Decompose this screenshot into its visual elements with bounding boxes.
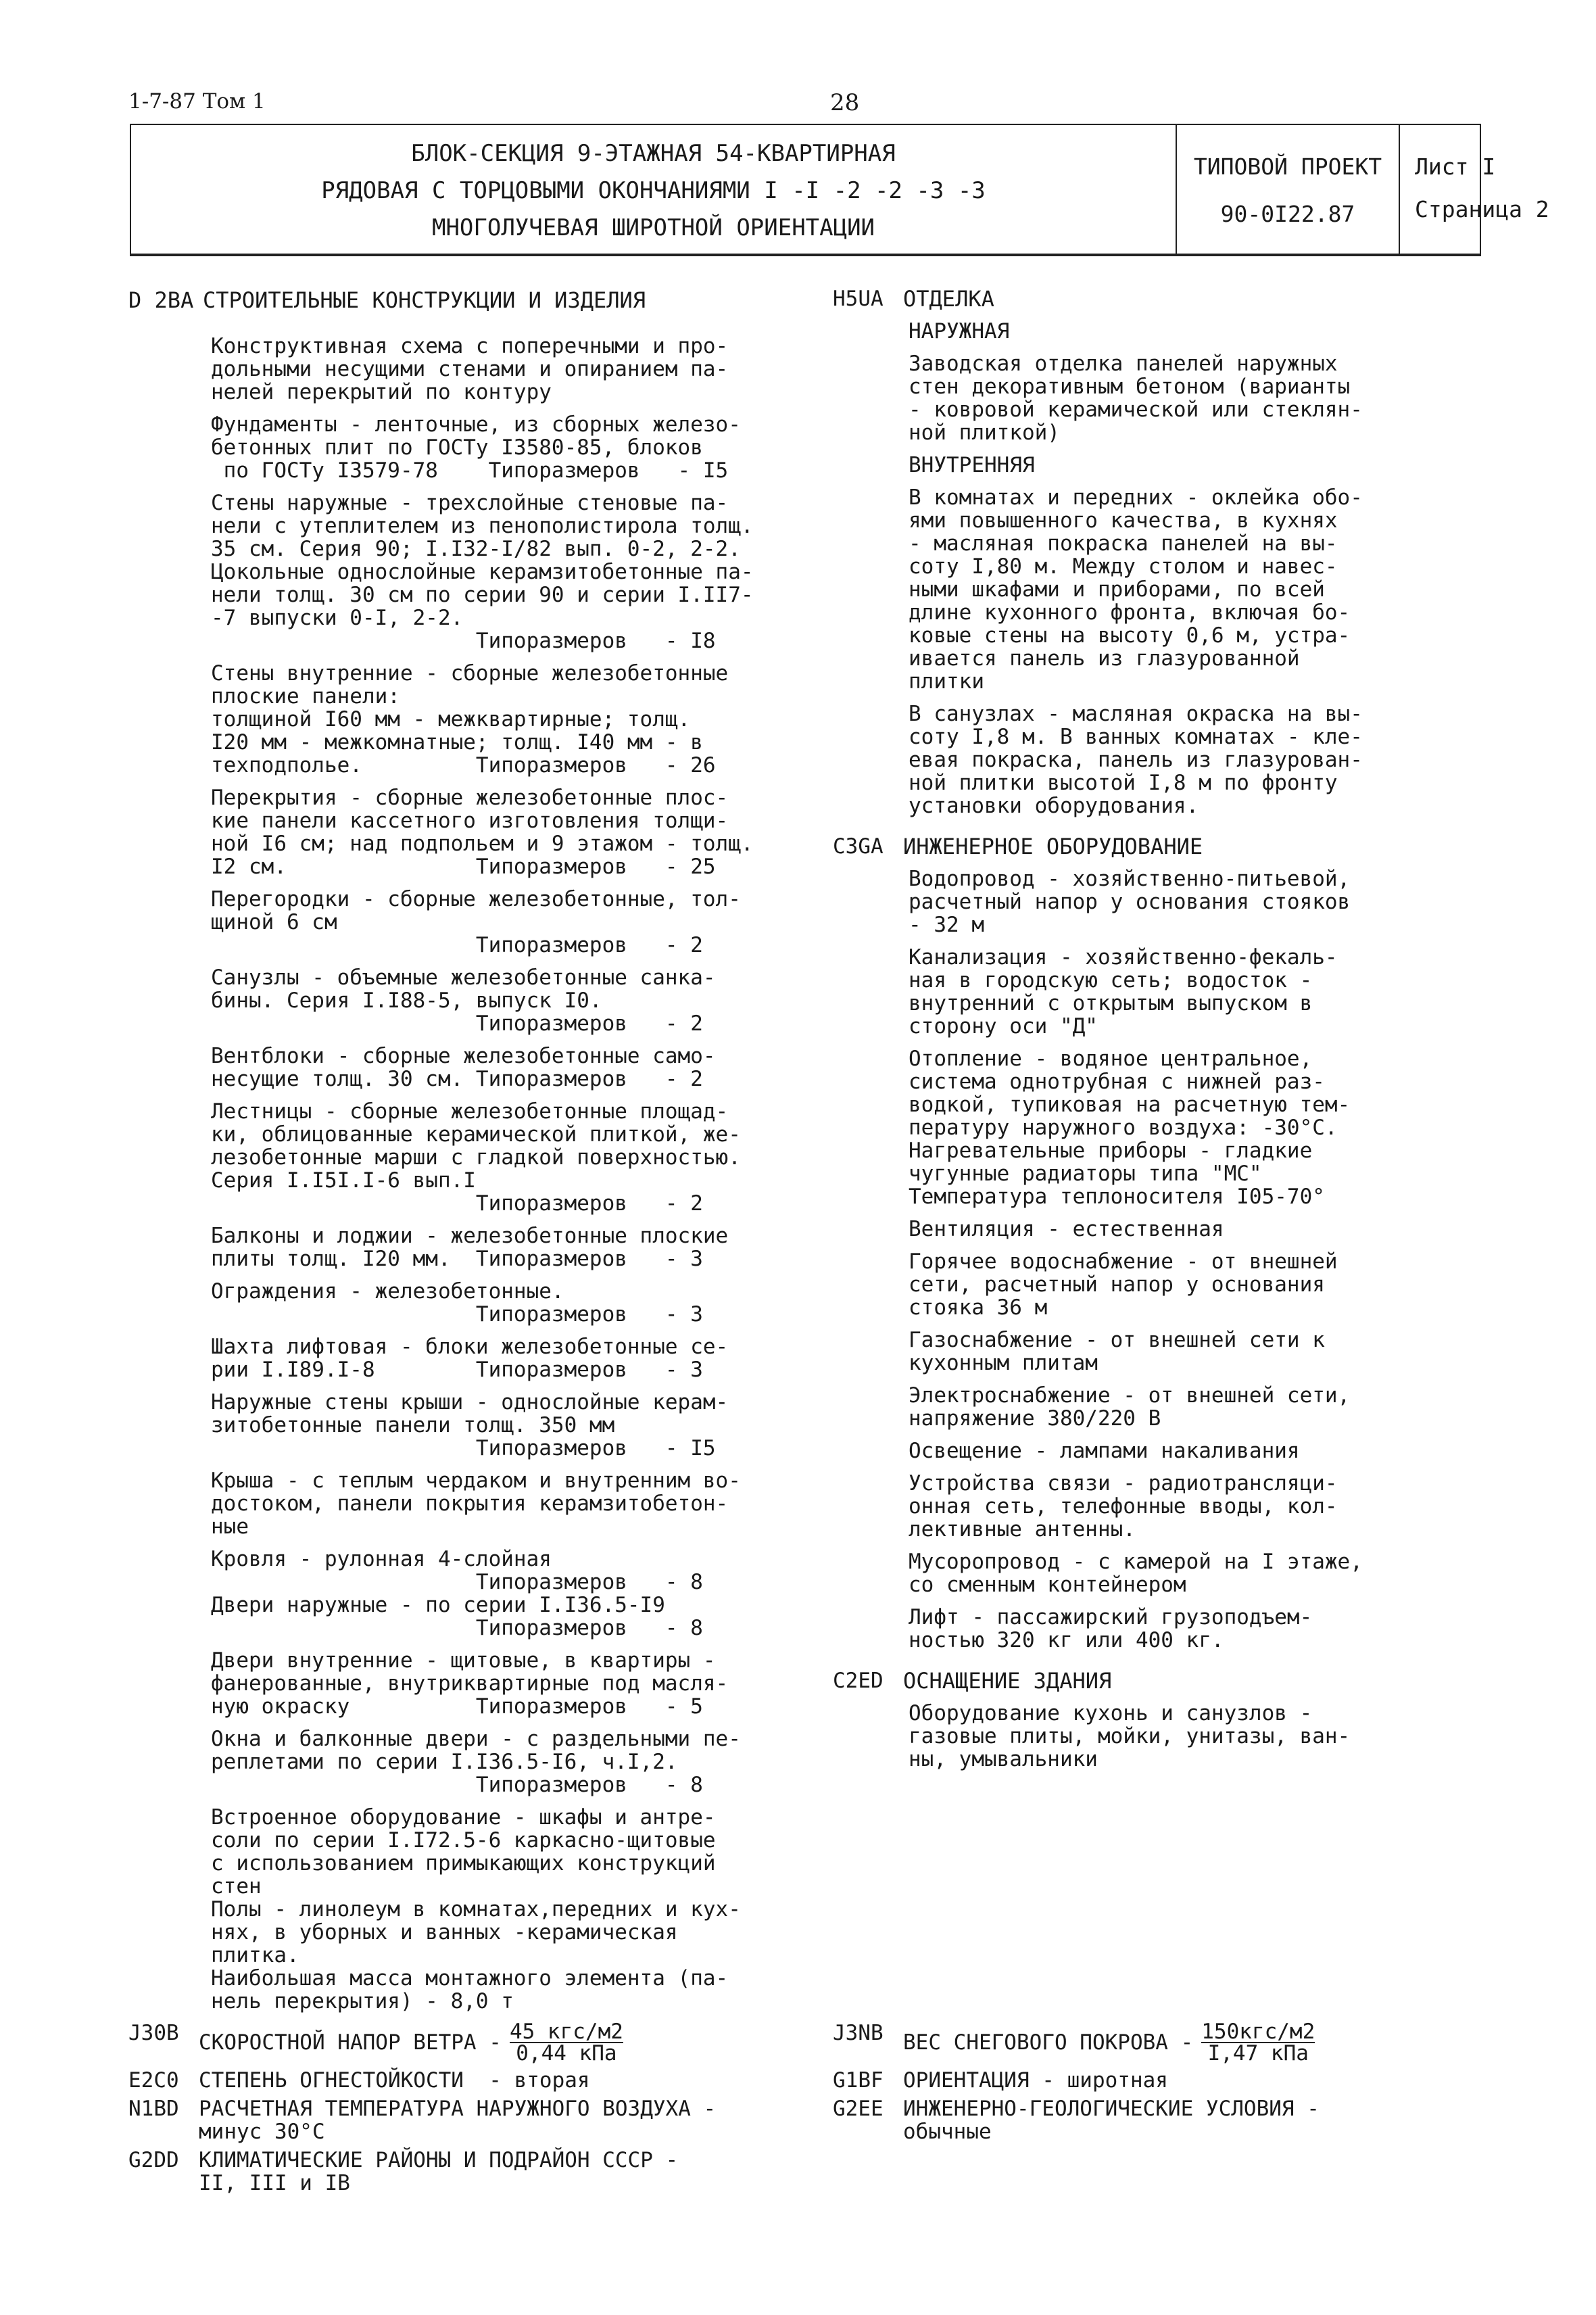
spec-item: В санузлах - масляная окраска на вы- соту I,8 м. В ванных комнатах - кле- евая покраска, панель из глазурован- ной плитки высотой I,8 м по фронту установки оборудования.: [909, 702, 1363, 818]
fraction-numerator: 45 кгс/м2: [509, 2020, 623, 2044]
spec-item: В комнатах и передних - оклейка обо- ями повышенного качества, в кухнях - масляная покраска панелей на вы- соту I,80 м. Между столом и навес- ными шкафами и приборами, по всей длине кухонного фронта, включая бо- ковые стены на высоту 0,6 м, устра- ивается панель из глазурованной плитки: [909, 485, 1363, 694]
param-code: J3NB: [833, 2021, 884, 2045]
construction-item: Перегородки - сборные железобетонные, тол- щиной 6 см Типоразмеров - 2: [211, 887, 741, 957]
param-code: G2EE: [833, 2097, 884, 2121]
construction-item: Окна и балконные двери - с раздельными пе- реплетами по серии I.I36.5-I6, ч.I,2. Типоразмеров - 8: [211, 1727, 741, 1797]
page-in-sheet: Страница 2: [1415, 196, 1549, 222]
project-label: ТИПОВОЙ ПРОЕКТ: [1193, 153, 1382, 180]
title-line-2: РЯДОВАЯ С ТОРЦОВЫМИ ОКОНЧАНИЯМИ I -I -2 -2 -3 -3: [321, 177, 986, 204]
construction-item: Перекрытия - сборные железобетонные плос- кие панели кассетного изготовления толщи- ной I6 см; над подпольем и 9 этажом - толщ. I2 см. Типоразмеров - 25: [211, 786, 754, 879]
construction-item: Шахта лифтовая - блоки железобетонные се- рии I.I89.I-8 Типоразмеров - 3: [211, 1335, 729, 1382]
construction-item: Конструктивная схема с поперечными и про- дольными несущими стенами и опиранием па- нелей перекрытий по контуру: [211, 334, 729, 404]
param-text: СКОРОСТНОЙ НАПОР ВЕТРА -: [199, 2030, 502, 2055]
right-column: [833, 287, 1482, 1771]
section: [833, 1669, 1482, 1771]
left-bottom-params: [128, 2022, 838, 2195]
construction-item: Двери внутренние - щитовые, в квартиры - фанерованные, внутриквартирные под масля- ную окраску Типоразмеров - 5: [211, 1648, 729, 1719]
construction-item: Фундаменты - ленточные, из сборных железо- бетонных плит по ГОСТу I3580-85, блоков по ГОСТу I3579-78 Типоразмеров - I5: [211, 412, 741, 483]
param-row: [833, 2069, 1482, 2092]
construction-item: Стены наружные - трехслойные стеновые па- нели с утеплителем из пенополистирола толщ. 35 см. Серия 90; I.I32-I/82 вып. 0-2, 2-2. Цокольные однослойные керамзитобетонные па- нели толщ. 30 см по серии 90 и серии I.II7- -7 выпуски 0-I, 2-2. Типоразмеров - I8: [211, 491, 754, 653]
subsection-title: НАРУЖНАЯ: [909, 319, 1010, 343]
spec-item: Заводская отделка панелей наружных стен декоративным бетоном (варианты - ковровой керамической или стеклян- ной плиткой): [909, 352, 1363, 445]
spec-item: Канализация - хозяйственно-фекаль- ная в городскую сеть; водосток - внутренний с открытым выпуском в сторону оси "Д": [909, 945, 1338, 1039]
section: [833, 287, 1482, 817]
param-code: G1BF: [833, 2068, 884, 2093]
construction-item: Наружные стены крыши - однослойные керам- зитобетонные панели толщ. 350 мм Типоразмеров - I5: [211, 1390, 729, 1460]
param-row: [833, 2020, 1482, 2066]
spec-item: Вентиляция - естественная: [909, 1217, 1224, 1241]
construction-item: Балконы и лоджии - железобетонные плоские плиты толщ. I20 мм. Типоразмеров - 3: [211, 1224, 729, 1271]
fraction-numerator: 150кгс/м2: [1201, 2020, 1315, 2044]
header-separator: [130, 255, 1481, 256]
param-row: [128, 2149, 838, 2195]
right-bottom-params: [833, 2022, 1482, 2143]
fraction-denominator: 0,44 кПа: [516, 2041, 617, 2066]
spec-item: Газоснабжение - от внешней сети к кухонным плитам: [909, 1328, 1325, 1375]
param-row: [128, 2069, 838, 2092]
spec-item: Мусоропровод - с камерой на I этаже, со сменным контейнером: [909, 1550, 1363, 1597]
title-line-3: МНОГОЛУЧЕВАЯ ШИРОТНОЙ ОРИЕНТАЦИИ: [431, 214, 875, 241]
spec-item: Лифт - пассажирский грузоподъем- ностью 320 кг или 400 кг.: [909, 1605, 1313, 1652]
param-text: КЛИМАТИЧЕСКИЕ РАЙОНЫ И ПОДРАЙОН СССР - II, III и IВ: [199, 2148, 679, 2195]
param-text: ИНЖЕНЕРНО-ГЕОЛОГИЧЕСКИЕ УСЛОВИЯ - обычные: [903, 2097, 1320, 2144]
construction-item: Стены внутренние - сборные железобетонные плоские панели: толщиной I60 мм - межквартирные; толщ. I20 мм - межкомнатные; толщ. I40 мм - в техподполье. Типоразмеров - 26: [211, 661, 729, 778]
fraction: [1201, 2020, 1315, 2066]
construction-item: Вентблоки - сборные железобетонные само- несущие толщ. 30 см. Типоразмеров - 2: [211, 1044, 716, 1091]
param-code: J30B: [128, 2021, 179, 2045]
fraction-denominator: I,47 кПа: [1207, 2041, 1309, 2066]
section-code: D 2BA: [128, 287, 194, 313]
fraction: [509, 2020, 623, 2066]
spec-item: Освещение - лампами накаливания: [909, 1439, 1300, 1463]
sheet-cell: [1399, 125, 1549, 254]
param-text: РАСЧЕТНАЯ ТЕМПЕРАТУРА НАРУЖНОГО ВОЗДУХА - минус 30°С: [199, 2097, 717, 2144]
section-title: ИНЖЕНЕРНОЕ ОБОРУДОВАНИЕ: [903, 834, 1203, 859]
construction-item: Встроенное оборудование - шкафы и антре- соли по серии I.I72.5-6 каркасно-щитовые с использованием примыкающих конструкций стен Полы - линолеум в комнатах,передних и кух- нях, в уборных и ванных -керамическая плитка. Наибольшая масса монтажного элемента (па- нель перекрытия) - 8,0 т: [211, 1805, 741, 2013]
param-code: G2DD: [128, 2148, 179, 2172]
spec-item: Горячее водоснабжение - от внешней сети, расчетный напор у основания стояка 36 м: [909, 1249, 1338, 1320]
title-line-1: БЛОК-СЕКЦИЯ 9-ЭТАЖНАЯ 54-КВАРТИРНАЯ: [411, 140, 896, 167]
param-text: ВЕС СНЕГОВОГО ПОКРОВА -: [903, 2030, 1194, 2055]
section: [833, 835, 1482, 1652]
page-number: 28: [830, 89, 860, 116]
param-row: [128, 2097, 838, 2143]
spec-item: Водопровод - хозяйственно-питьевой, расчетный напор у основания стояков - 32 м: [909, 867, 1351, 937]
section-title: ОСНАЩЕНИЕ ЗДАНИЯ: [903, 1668, 1112, 1694]
param-code: E2C0: [128, 2068, 179, 2093]
section-code: C3GA: [833, 834, 884, 859]
construction-item: Ограждения - железобетонные. Типоразмеров - 3: [211, 1279, 703, 1327]
project-number: 90-0I22.87: [1220, 201, 1355, 227]
section-code: H5UA: [833, 287, 884, 311]
section-code: C2ED: [833, 1669, 884, 1693]
title-block: [130, 124, 1549, 255]
construction-item: Лестницы - сборные железобетонные площад- ки, облицованные керамической плиткой, же- лезобетонные марши с гладкой поверхностью. Серия I.I5I.I-6 вып.I Типоразмеров - 2: [211, 1099, 741, 1216]
param-text: ОРИЕНТАЦИЯ - широтная: [903, 2068, 1168, 2093]
spec-item: Устройства связи - радиотрансляци- онная сеть, телефонные вводы, кол- лективные антенны.: [909, 1471, 1338, 1542]
param-code: N1BD: [128, 2097, 179, 2121]
param-text: СТЕПЕНЬ ОГНЕСТОЙКОСТИ - вторая: [199, 2068, 590, 2093]
spec-item: Оборудование кухонь и санузлов - газовые плиты, мойки, унитазы, ван- ны, умывальники: [909, 1701, 1351, 1771]
param-row: [128, 2020, 838, 2066]
sheet-number: Лист I: [1415, 153, 1496, 180]
spec-item: Отопление - водяное центральное, система однотрубная с нижней раз- водкой, тупиковая на расчетную тем- пературу наружного воздуха: -30°С. Нагревательные приборы - гладкие чугунные радиаторы типа "МС" Температура теплоносителя I05-70°: [909, 1047, 1351, 1209]
section-title: СТРОИТЕЛЬНЫЕ КОНСТРУКЦИИ И ИЗДЕЛИЯ: [203, 287, 646, 313]
spec-item: Электроснабжение - от внешней сети, напряжение 380/220 В: [909, 1383, 1351, 1431]
construction-item: Санузлы - объемные железобетонные санка- бины. Серия I.I88-5, выпуск I0. Типоразмеров - 2: [211, 965, 716, 1036]
subsection-title: ВНУТРЕННЯЯ: [909, 453, 1035, 477]
construction-item: Кровля - рулонная 4-слойная Типоразмеров - 8 Двери наружные - по серии I.I36.5-I9 Типоразмеров - 8: [211, 1547, 703, 1640]
constructions-list: [211, 335, 819, 2013]
section-title: ОТДЕЛКА: [903, 286, 994, 312]
param-row: [833, 2097, 1482, 2143]
document-series: 1-7-87 Том 1: [128, 89, 266, 114]
project-cell: [1176, 125, 1399, 254]
construction-item: Крыша - с теплым чердаком и внутренним во- достоком, панели покрытия керамзитобетон- ные: [211, 1469, 741, 1539]
